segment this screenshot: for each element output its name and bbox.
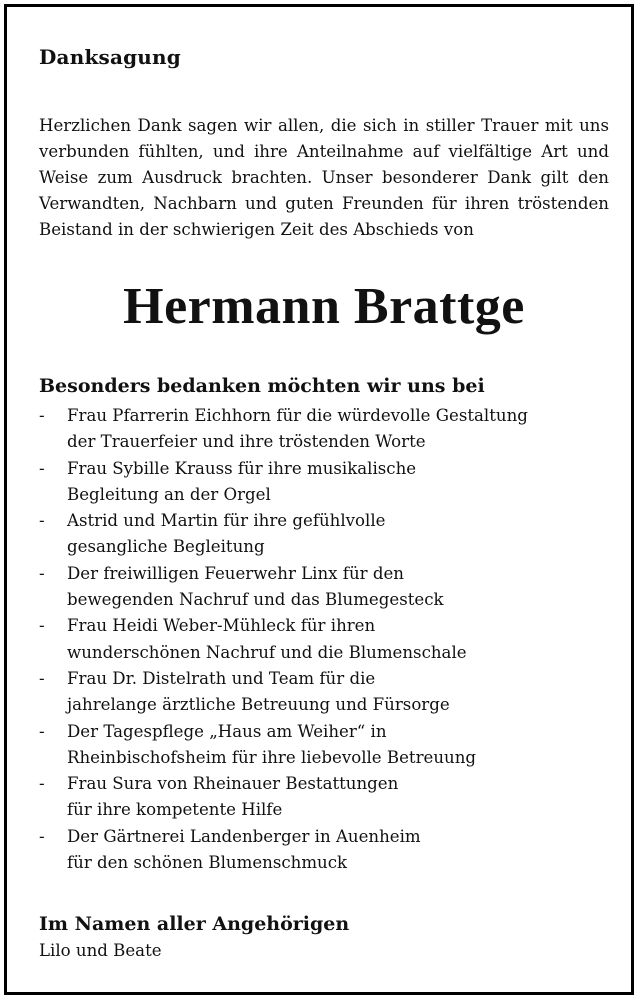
list-item-line: für ihre kompetente Hilfe	[67, 800, 283, 820]
list-item-text	[67, 508, 609, 561]
list-item	[39, 508, 609, 561]
list-bullet: -	[39, 721, 45, 741]
list-item	[39, 719, 609, 772]
list-item-line: Begleitung an der Orgel	[67, 484, 271, 504]
list-item	[39, 824, 609, 877]
list-item	[39, 403, 609, 456]
list-bullet: -	[39, 668, 45, 688]
signature: Lilo und Beate	[39, 941, 162, 960]
list-item-line: Der freiwilligen Feuerwehr Linx für den	[67, 563, 404, 583]
list-item	[39, 456, 609, 509]
thanks-heading: Besonders bedanken möchten wir uns bei	[39, 375, 485, 397]
list-item-text	[67, 666, 609, 719]
list-item	[39, 613, 609, 666]
list-item-line: Der Tagespflege „Haus am Weiher“ in	[67, 721, 387, 741]
list-item-line: Frau Heidi Weber-Mühleck für ihren	[67, 616, 376, 636]
list-item-text	[67, 719, 609, 772]
list-item-line: gesangliche Begleitung	[67, 537, 265, 557]
list-item-text	[67, 403, 609, 456]
list-bullet: -	[39, 458, 45, 478]
notice-frame	[4, 4, 634, 995]
list-bullet: -	[39, 563, 45, 583]
list-item	[39, 561, 609, 614]
list-item-line: jahrelange ärztliche Betreuung und Fürsorge	[67, 695, 450, 715]
notice-heading: Danksagung	[39, 45, 181, 69]
list-item-line: Frau Sura von Rheinauer Bestattungen	[67, 774, 399, 794]
list-item-line: Astrid und Martin für ihre gefühlvolle	[67, 511, 386, 531]
list-item-text	[67, 824, 609, 877]
list-item-line: für den schönen Blumenschmuck	[67, 853, 348, 873]
list-item-line: Frau Sybille Krauss für ihre musikalische	[67, 458, 417, 478]
list-item-line: Frau Dr. Distelrath und Team für die	[67, 668, 376, 688]
list-bullet: -	[39, 406, 45, 425]
list-item	[39, 666, 609, 719]
list-item-line: Frau Pfarrerin Eichhorn für die würdevolle Gestaltung	[67, 406, 528, 425]
list-item-line: Rheinbischofsheim für ihre liebevolle Betreuung	[67, 747, 477, 767]
list-item-line: der Trauerfeier und ihre tröstenden Worte	[67, 432, 426, 452]
list-bullet: -	[39, 616, 45, 636]
list-bullet: -	[39, 511, 45, 531]
list-item-text	[67, 613, 609, 666]
list-item	[39, 771, 609, 824]
deceased-name: Hermann Brattge	[123, 278, 525, 335]
list-bullet: -	[39, 774, 45, 794]
list-item-text	[67, 771, 609, 824]
list-item-text	[67, 561, 609, 614]
thanks-list	[39, 403, 609, 876]
closing-line: Im Namen aller Angehörigen	[39, 913, 350, 935]
list-item-line: wunderschönen Nachruf und die Blumenschale	[67, 642, 467, 662]
list-item-line: Der Gärtnerei Landenberger in Auenheim	[67, 826, 421, 846]
list-item-line: bewegenden Nachruf und das Blumegesteck	[67, 590, 444, 610]
list-item-text	[67, 456, 609, 509]
intro-paragraph: Herzlichen Dank sagen wir allen, die sich in stiller Trauer mit uns verbunden fühlten, und ihre Anteilnahme auf vielfältige Art und Weise zum Ausdruck brachten. Unser besonderer Dank gilt den Verwandten, Nachbarn und guten Freunden für ihren tröstenden Beistand in der schwierigen Zeit des Abschieds von	[39, 116, 609, 239]
list-bullet: -	[39, 826, 45, 846]
